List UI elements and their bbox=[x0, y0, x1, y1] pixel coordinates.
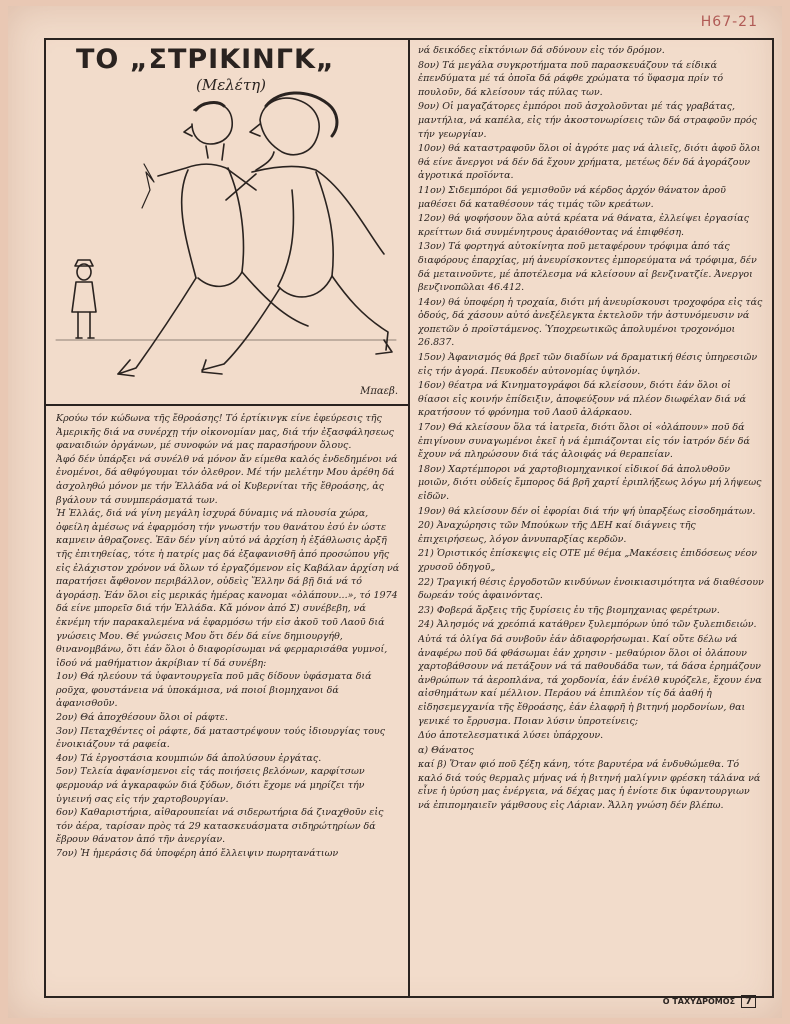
paragraph: α) Θάνατος bbox=[418, 744, 474, 756]
article-title: ΤΟ „ΣΤΡΙΚΙΝΓΚ„ bbox=[76, 44, 335, 75]
list-item: 23) Φοβερά ἄρξεις τῆς ξυρίσεις ἐυ τῆς βιομηχανιας φερέτρων. bbox=[418, 604, 720, 616]
right-text-column bbox=[418, 44, 764, 992]
list-item: 2ον) Θά ἀποχθέσουν ὅλοι οἱ ράφτε. bbox=[56, 712, 228, 724]
list-item: 19ον) θά κλείσουν δέν οἱ ἐφορίαι διά τήν ψή ὑπαρξέως εἰσοδημάτων. bbox=[418, 505, 756, 517]
list-item: 10ον) θά καταστραφοῦν ὅλοι οἱ ἀγρότε μας νά ἀλιεῖς, διότι ἀφοῦ ὅλοι θά είνε ἄνεργοι νά δέν δά ἔχουν χρήματα, μετέως δέν δά ἀγοράζουν ἀγροτικά προϊόντα. bbox=[418, 143, 761, 182]
woman-runner-figure bbox=[118, 103, 308, 376]
list-item: 13ον) Τά φορτηγά αὐτοκίνητα ποῦ μεταφέρουν τρόφιμα ἀπό τάς διαφόρους ἐπαρχίας, μή ἀνευρίσκοντες ἐμπορεύματα νά τρόφιμα, δέν δά μεταινοῦντε, μέ ἀποτέλεσμα νά κλείσουν αἱ βενζινατζίε. Ἀνεργοι βενζινοπῶλαι 46.412. bbox=[418, 241, 757, 294]
list-item: 11ον) Σιδεμπόροι δά γεμισθοῦν νά κέρδος ἀρχόν θάνατον ἀροῦ μαθέσει δά καταθέσουν τάς τιμάς τῶν κρεάτων. bbox=[418, 184, 726, 210]
paragraph: Δύο ἀποτελεσματικά λύσει ὑπάρχουν. bbox=[418, 730, 604, 742]
list-item: 18ον) Χαρτέμποροι νά χαρτοβιομηχανικοί εἰδικοί δά ἀπολυθοῦν μοιῶν, διότι οὐδείς ἔμπορος δά βρῆ χαρτί ἐριπλήξεως λόγω μή λήψεως εἰδῶν. bbox=[418, 463, 762, 502]
list-item: 8ον) Τά μεγάλα συγκροτήματα ποῦ παρασκευάζουν τά είδικά ἐπενδύματα μέ τά ὁποῖα δά ράφθε χρώματα τό ὕφασμα πρίν τό πουλοῦν, δά κλείσουν τάς πύλας των. bbox=[418, 59, 724, 98]
list-item: 17ον) Θά κλείσουν ὅλα τά ἰατρεῖα, διότι ὅλοι οἱ «ὀλάπουν» ποῦ δά ἐπιγίνουν συναγωμένοι ἐκεῖ ἡ νά ἐμπιάζονται εἰς τόν ἰατρόν δέν δά ἔχουν νά πληρώσουν διά τάς ἀλοιφάς νά θεραπείαν. bbox=[418, 422, 750, 461]
artist-signature: Μπαεβ. bbox=[360, 386, 398, 397]
small-man-figure bbox=[72, 260, 96, 338]
article-subtitle: (Μελέτη) bbox=[196, 76, 266, 94]
list-item: 5ον) Τελεία ἀφανίσμενοι εἰς τάς ποιήσεις βελόνων, καρφίτσων φερμουάρ νά ἀγκαραφών διά ξύδων, διότι ἔχομε νά μηρίζει τήν ὑγιεινή σας εἰς τήν χαρτοβουργίαν. bbox=[56, 766, 365, 805]
reference-number: H67-21 bbox=[700, 14, 758, 30]
cartoon-illustration bbox=[46, 40, 408, 404]
list-item: 24) Ἀλησμός νά χρεόπιά κατάθρεν ξυλεμπόρων ὑπό τῶν ξυλεπιδειών. bbox=[418, 619, 757, 631]
list-item: 9ον) Οἱ μαγαζάτορες ἐμπόροι ποῦ ἀσχολοῦνται μέ τάς γραβάτας, μαντήλια, νά καπέλα, εἰς τήν ἀκοστονωρίσεις τῶν δά στραφοῦν πρός τήν γεωργίαν. bbox=[418, 101, 757, 140]
cartoon-panel bbox=[46, 40, 408, 404]
list-item: 22) Τραγική θέσις ἐργοδοτῶν κινδύνων ἐνοικιασιμότητα νά διαθέσουν δωρεάν τούς ἀφαινόντας. bbox=[418, 576, 764, 602]
left-text-column bbox=[56, 412, 400, 992]
page-number: 7 bbox=[741, 995, 756, 1008]
article-frame bbox=[44, 38, 774, 998]
list-item: 6ον) Καθαριστήρια, αἰθαρουπείαι νά σιδερωτήρια δά ζιναχθοῦν εἰς τόν ἀέρα, ταρίσαν πρὸς τά 29 κατασκευάσματα σιδηρώτηρίων δά ἔβρουν θάνατον ἀπό τῆν ἀνεργίαν. bbox=[56, 807, 384, 846]
man-runner-figure bbox=[202, 93, 392, 374]
horizontal-divider bbox=[46, 404, 408, 406]
newspaper-page bbox=[8, 6, 782, 1018]
paragraph: Κρούω τόν κώδωνα τῆς ἔθροάσης! Τό ἐρτίκινγκ είνε ἐφεύρεσις τῆς Ἀμερικῆς διά να συνέρχῃ τήν οἰκονομίαν μας, διά τήν ἐξασφάλησεως φαναιδιών ὀργάνων, μέ συνοφών νά μας παρασήρουν ὄλους. bbox=[56, 413, 394, 452]
page-footer bbox=[663, 995, 756, 1008]
list-item: 21) Ὁριστικός ἐπίσκεψις εἰς ΟΤΕ μέ θέμα „Μακέσεις ἐπιδόσεως νέον χρυσοῦ ὀδηγοῦ„ bbox=[418, 548, 757, 573]
list-item: 4ον) Τά ἐργοστάσια κουμπιών δά ἀπολύσουν ἐργάτας. bbox=[56, 752, 322, 764]
list-item: 12ον) θά ψοφήσουν ὅλα αὐτά κρέατα νά θάνατα, ἐλλείψει ἐργασίας κρείττων διά συνμένητρους ἀραιόθοντας νά ἐπιφθέση. bbox=[418, 213, 750, 238]
list-item: 7ον) Ἡ ἡμεράσις δά ὑποφέρη ἀπό ἔλλειψιν πωρητανάτιων bbox=[56, 848, 339, 859]
list-item: 15ον) Ἀφανισμός θά βρεῖ τῶν διαδίων νά δραματική θέσις ὑπηρεσιῶν εἰς τήν ἀγορά. Πευκοδέν αὐτονομίας ὑψηλόν. bbox=[418, 352, 758, 377]
paragraph: Ἀφό δέν ὑπάρξει νά συνέλθ νά μόνον ἄν είμεθα καλός ἐνδεδημένοι νά ἐνομένοι, δά αθφύγουμαι τόν ὀλεθρον. Μέ τήν μελέτην Μου ἀρέθη δά ἀσχοληθώ μόνον με τήν Ἑλλάδα νά οἱ Κυβερνίται τῆς ἔθροάσης, ἀς βγάλουν τά συνμπεράσματά των. bbox=[56, 453, 398, 506]
list-item: 14ον) θά ὑποφέρη ἡ τροχαία, διότι μή ἀνευρίσκουσι τροχοφόρα εἰς τάς ὁδούς, δά χάσουν αὐτό ἀνεξέλεγκτα ἐκτελοῦν τήν ἀστυνόμευσιν νά χοπετῶν ὁ προϊστάμενος. Ὑποχρεωτικῶς ἀπολυμένοι τροχονόμοι 26.837. bbox=[418, 296, 763, 349]
paragraph: Ἡ Ἑλλάς, διά νά γίνη μεγάλη ἰσχυρά δύναμις νά πλουσία χώρα, ὀφείλη ἀμέσως νά ἐφαρμόση τήν γνωστήν του θανάτου ἐσύ ἐν ώστε καμνειν ἀθραζονες. Ἐᾶν δέν γίνη αὐτό νά ἀρχίση ἡ ἐξάθλωσις ἀρξῆ τῆς ἐπιτηθείας, τότε ἡ πατρίς μας δά ἐξαφανισθῆ ἀπό προσώπου γῆς εἰς ἐλάχιστον χρόνον νά ὅλων τό ἐργαζόμενον εἰς Καβάλαν ἀρχίση νά παρατήσει ἄφθονον περιβάλλον, οὐδεὶς Ἕλλην δά βῇ διά νά τό ἀγοράσῃ. Ἐάν ὅλοι εἰς μερικάς ἡμέρας κανομαι «ὀλάπουν...», τό 1974 δά είνε μπορεῖσ διά τήν Ἑλλάδα. Κἄ μόνον ἀπό Σ) συνέβεβη, νά ἐκνέμη τήν παρακαλεμένα νά ἐφαρμόσω τήν εἰσ ἀκοῦ τοῦ Λαοῦ διά γνώσεις Μου. Θέ γνώσεις Μου ὅτι δέν δά είνε δημιουργήθ, θινανομβάνω, ὅτι ἐάν ὅλοι ὁ διαφορίσωμαι νά φερμαρισάθα γυμνοί, ἰδού νά μαθήματιον ἀκρίβιαν τί δά συνέβη: bbox=[56, 508, 400, 669]
list-item: 20) Ἀναχώρησις τῶν Μπούκων τῆς ΔΕΗ καί διάγνεις τῆς ἐπιχειρήσεως, λόγον ἀννυπαρξίας κερδῶν. bbox=[418, 520, 696, 545]
paragraph: Αὐτά τά ὀλίγα δά συνβοῦν ἐάν ἀδιαφορήσωμαι. Καί οὔτε δέλω νά ἀναφέρω ποῦ δά φθάσωμαι ἐάν χρησιν - μεθαύριον ὅλοι οἱ ὀλάπουν χαρτοβάθσουν νά πετάξουν νά τά παθουδάδα των, τά δάσα ἐρημάζουν ἀνθρώπων τά ἀεροπλάνα, τά χορδονία, ἐάν ἐνέλθ κυρόζελε, ἔχουν ένα αἰσθημάτων καί μέλλιον. Περάου νά ἐπιπλέον τίς δά ἀαθή ἡ εἰδησεμεγχανία τῆς ἔθροάσης, ἐάν ἐλαφρῆ ἡ βιτηνή μορδονίων, θαι γενικέ το ἔρρυσμα. Ποιαν λύσιν ὑπροτείνεις; bbox=[418, 633, 762, 727]
column-divider bbox=[408, 40, 410, 996]
list-item: 1ον) Θά ηλεύουν τά ὑφαντουργεῖα ποῦ μᾶς δίδουν ὑφάσματα διά ροῦχα, φουστάνεια νά ὑποκάμισα, νά ποιοί βιομηχανοι δά ἀφανισθοῦν. bbox=[56, 671, 372, 710]
publication-name: Ο ΤΑΧΥΔΡΟΜΟΣ bbox=[662, 997, 736, 1006]
paragraph: καί β) Ὅταν φιό ποῦ ξέξη κάνη, τότε βαρυτέρα νά ἐνδυθώμεθα. Τό καλό διά τούς θερμαλς μήνας νά ἡ βιτηνή μαλίγνιν φρέσκη τάλάνα νά εἶνε ἡ ὑρύση μας ἐνέργεια, νά δέχας μας ἡ ἐνίοτε δικ ὑφαντουργιων νά ἐπιπομηαιεῖν γάμθσους εἰς Λάριαν. Ἄλλη γνώση δέν βλέπω. bbox=[418, 759, 761, 812]
list-item: 3ον) Πεταχθέντες οἱ ράφτε, δά ματαστρέψουν τούς ἰδιουργίας τους ἐνοικιάζουν τά ραφεία. bbox=[56, 725, 386, 751]
list-item: νά δεικόδες εἰκτόνιων δά σδύνουν εἰς τόν δρόμον. bbox=[418, 45, 665, 56]
list-item: 16ον) θέατρα νά Κινηματογράφοι δά κλείσουν, διότι ἐάν ὅλοι οἱ θίασοι εἰς κοινήν ἐπίδειξιν, ἀποφεύξουν νά πλέον διωφέλαν διά νά κρατήσουν τό φρόνημα τοῦ Λαοῦ ἀλάρκαου. bbox=[418, 380, 747, 419]
